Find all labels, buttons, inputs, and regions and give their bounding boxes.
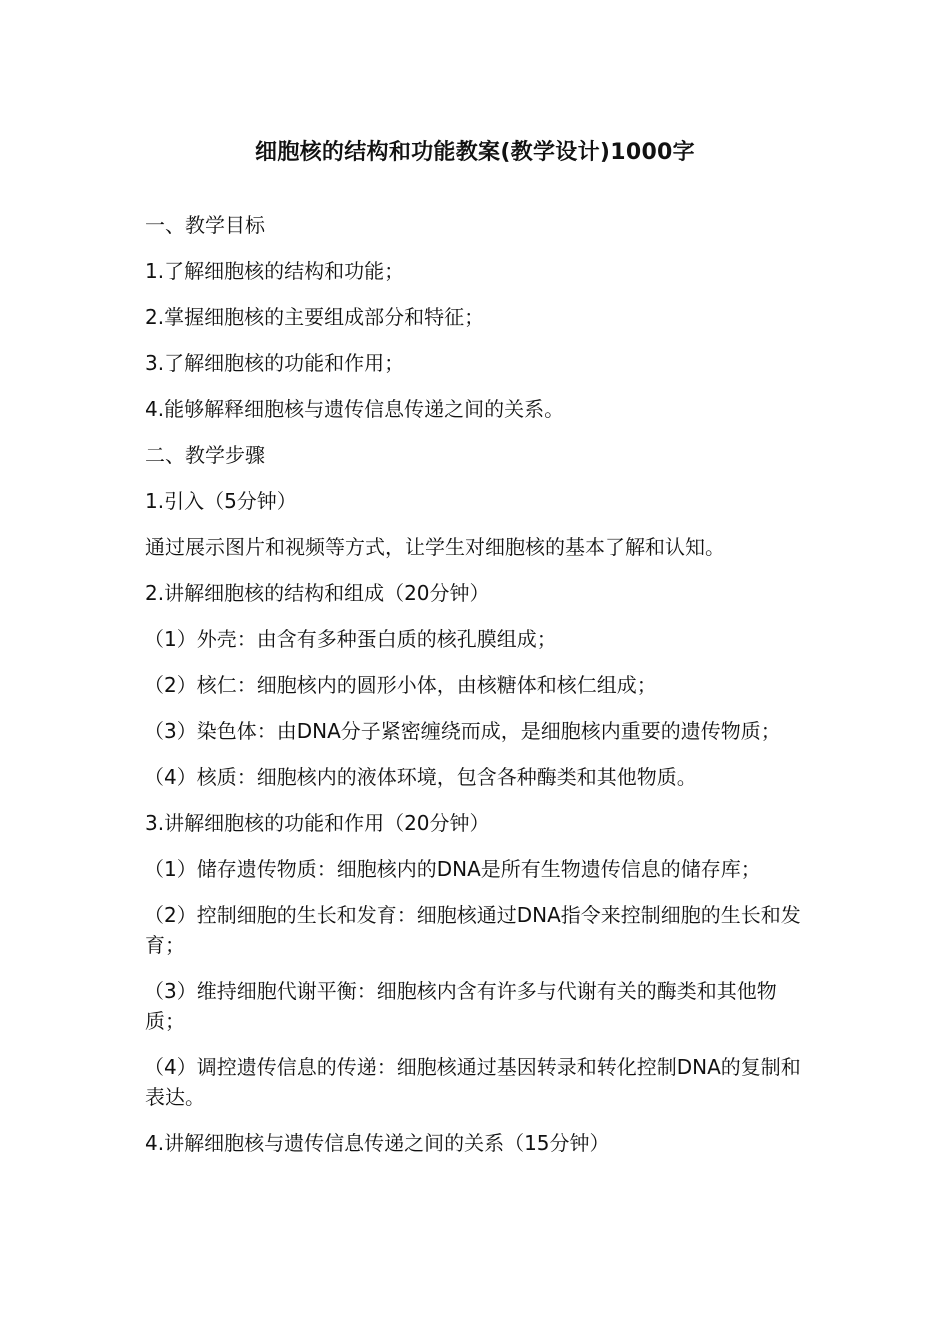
- list-item: （1）外壳：由含有多种蛋白质的核孔膜组成；: [144, 627, 557, 651]
- body-paragraph: 通过展示图片和视频等方式，让学生对细胞核的基本了解和认知。: [145, 535, 725, 559]
- section-heading-objectives: 一、教学目标: [145, 213, 265, 237]
- section-heading-steps: 二、教学步骤: [145, 443, 265, 467]
- objective-item: 3.了解细胞核的功能和作用；: [145, 351, 405, 375]
- step-heading: 3.讲解细胞核的功能和作用（20分钟）: [145, 811, 490, 835]
- step-heading: 2.讲解细胞核的结构和组成（20分钟）: [145, 581, 490, 605]
- step-heading: 4.讲解细胞核与遗传信息传递之间的关系（15分钟）: [145, 1131, 610, 1155]
- objective-item: 1.了解细胞核的结构和功能；: [145, 259, 405, 283]
- document-title: 细胞核的结构和功能教案(教学设计)1000字: [255, 140, 695, 165]
- document-body: [145, 210, 810, 1174]
- list-item: （1）储存遗传物质：细胞核内的DNA是所有生物遗传信息的储存库；: [144, 857, 761, 881]
- objective-item: 2.掌握细胞核的主要组成部分和特征；: [145, 305, 485, 329]
- list-item: （3）维持细胞代谢平衡：细胞核内含有许多与代谢有关的酶类和其他物质；: [144, 979, 777, 1033]
- list-item: （4）核质：细胞核内的液体环境，包含各种酶类和其他物质。: [144, 765, 697, 789]
- list-item: （3）染色体：由DNA分子紧密缠绕而成，是细胞核内重要的遗传物质；: [144, 719, 781, 743]
- list-item: （2）控制细胞的生长和发育：细胞核通过DNA指令来控制细胞的生长和发育；: [144, 903, 801, 957]
- list-item: （2）核仁：细胞核内的圆形小体，由核糖体和核仁组成；: [144, 673, 657, 697]
- step-heading: 1.引入（5分钟）: [145, 489, 297, 513]
- list-item: （4）调控遗传信息的传递：细胞核通过基因转录和转化控制DNA的复制和表达。: [144, 1055, 801, 1109]
- objective-item: 4.能够解释细胞核与遗传信息传递之间的关系。: [145, 397, 565, 421]
